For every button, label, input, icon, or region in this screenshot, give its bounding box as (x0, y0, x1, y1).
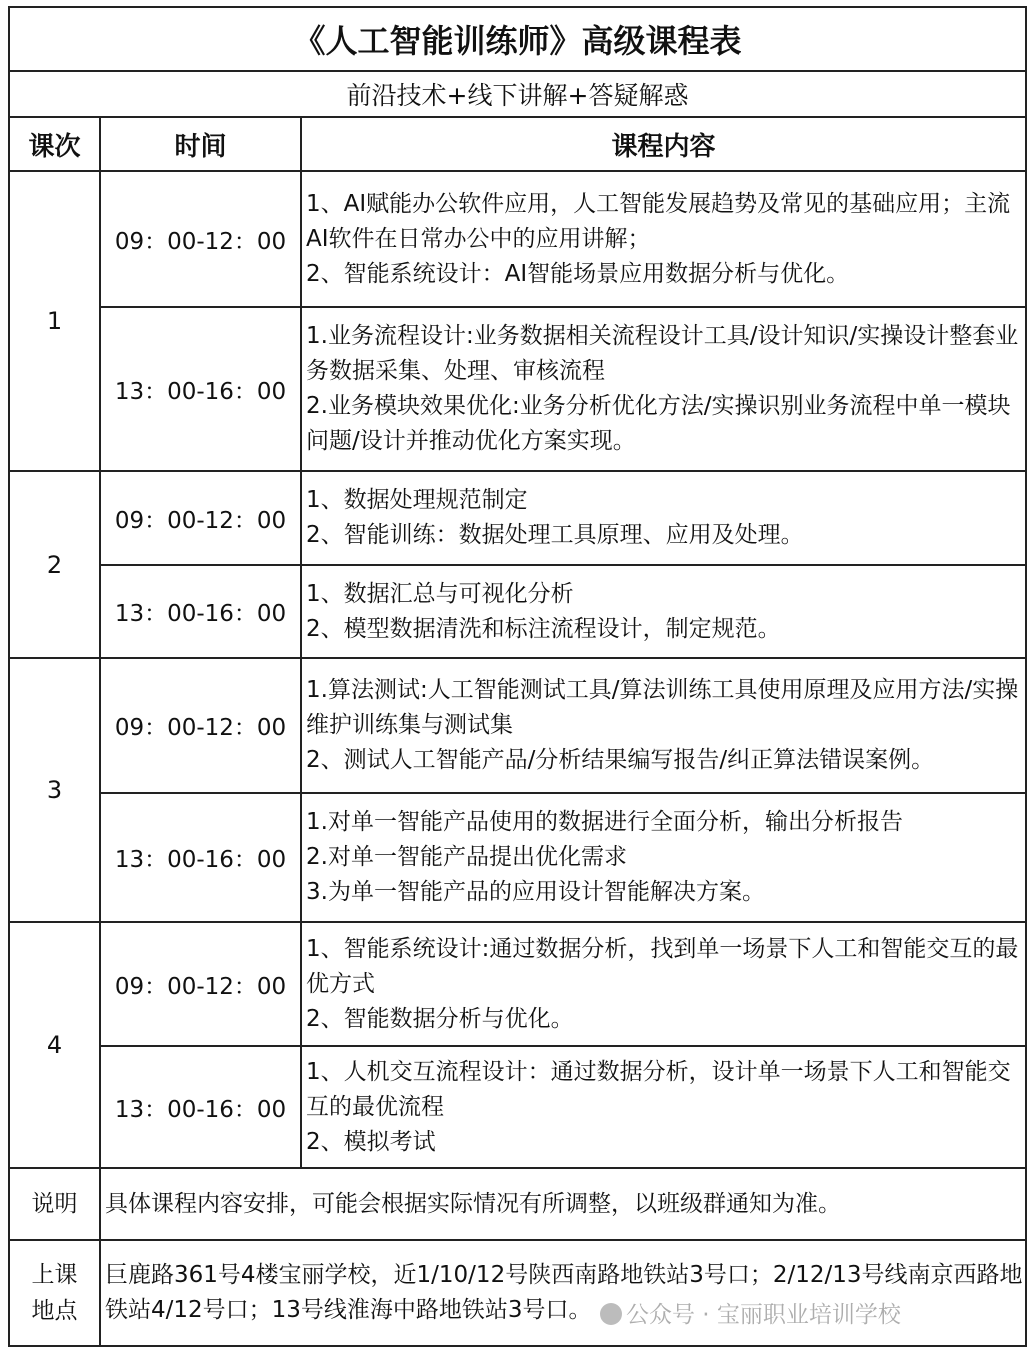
lesson-number: 2 (9, 471, 100, 658)
watermark (600, 1296, 901, 1329)
time-slot: 13：00-16：00 (100, 1046, 301, 1168)
content-line: 1.业务流程设计:业务数据相关流程设计工具/设计知识/实操设计整套业务数据采集、处理、审核流程 (306, 323, 1019, 384)
content-line: 1、智能系统设计:通过数据分析，找到单一场景下人工和智能交互的最优方式 (306, 935, 1019, 997)
content-line: 3.为单一智能产品的应用设计智能解决方案。 (306, 879, 765, 905)
course-content (301, 658, 1026, 793)
content-line: 2、智能数据分析与优化。 (306, 1005, 574, 1032)
header-lesson: 课次 (9, 117, 100, 171)
content-line: 1、数据处理规范制定 (306, 487, 528, 513)
content-line: 1、AI赋能办公软件应用，人工智能发展趋势及常见的基础应用；主流AI软件在日常办公中的应用讲解； (306, 190, 1011, 252)
lesson-number: 4 (9, 922, 100, 1168)
note-label: 说明 (9, 1168, 100, 1240)
note-text: 具体课程内容安排，可能会根据实际情况有所调整，以班级群通知为准。 (100, 1168, 1026, 1240)
course-content (301, 922, 1026, 1046)
location-label (9, 1240, 100, 1346)
time-slot: 13：00-16：00 (100, 565, 301, 658)
table-row (9, 1046, 1026, 1168)
header-content: 课程内容 (301, 117, 1026, 171)
time-slot: 09：00-12：00 (100, 471, 301, 565)
table-row (9, 922, 1026, 1046)
wechat-icon (600, 1303, 622, 1325)
page-subtitle: 前沿技术+线下讲解+答疑解惑 (9, 71, 1026, 117)
watermark-text: 公众号 · 宝丽职业培训学校 (626, 1302, 901, 1328)
content-line: 1.算法测试:人工智能测试工具/算法训练工具使用原理及应用方法/实操维护训练集与测试集 (306, 677, 1019, 738)
lesson-number: 3 (9, 658, 100, 922)
table-row (9, 658, 1026, 793)
course-content (301, 307, 1026, 471)
time-slot: 09：00-12：00 (100, 171, 301, 307)
content-line: 2.对单一智能产品提出优化需求 (306, 844, 627, 870)
location-label-line: 地点 (31, 1298, 78, 1324)
content-line: 2、模型数据清洗和标注流程设计，制定规范。 (306, 615, 781, 642)
table-row (9, 1168, 1026, 1240)
table-row (9, 793, 1026, 922)
course-content (301, 1046, 1026, 1168)
course-content (301, 171, 1026, 307)
header-time: 时间 (100, 117, 301, 171)
time-slot: 09：00-12：00 (100, 658, 301, 793)
content-line: 1、数据汇总与可视化分析 (306, 580, 574, 607)
course-content (301, 793, 1026, 922)
table-row (9, 171, 1026, 307)
location-text: 巨鹿路361号4楼宝丽学校，近1/10/12号陕西南路地铁站3号口；2/12/13号线南京西路地铁站4/12号口；13号线淮海中路地铁站3号口。 (100, 1240, 1026, 1346)
time-slot: 13：00-16：00 (100, 793, 301, 922)
table-row (9, 1240, 1026, 1346)
time-slot: 09：00-12：00 (100, 922, 301, 1046)
content-line: 2.业务模块效果优化:业务分析优化方法/实操识别业务流程中单一模块问题/设计并推动优化方案实现。 (306, 393, 1011, 454)
course-content (301, 471, 1026, 565)
course-content (301, 565, 1026, 658)
table-row (9, 307, 1026, 471)
table-row (9, 565, 1026, 658)
table-row (9, 471, 1026, 565)
lesson-number: 1 (9, 171, 100, 471)
content-line: 2、智能训练：数据处理工具原理、应用及处理。 (306, 522, 804, 548)
page-title: 《人工智能训练师》高级课程表 (9, 7, 1026, 71)
content-line: 2、测试人工智能产品/分析结果编写报告/纠正算法错误案例。 (306, 747, 935, 773)
time-slot: 13：00-16：00 (100, 307, 301, 471)
content-line: 1、人机交互流程设计：通过数据分析，设计单一场景下人工和智能交互的最优流程 (306, 1058, 1011, 1120)
location-label-line: 上课 (31, 1262, 78, 1288)
content-line: 1.对单一智能产品使用的数据进行全面分析，输出分析报告 (306, 809, 903, 835)
course-schedule-table (8, 6, 1027, 1347)
content-line: 2、智能系统设计：AI智能场景应用数据分析与优化。 (306, 260, 850, 287)
content-line: 2、模拟考试 (306, 1128, 436, 1155)
